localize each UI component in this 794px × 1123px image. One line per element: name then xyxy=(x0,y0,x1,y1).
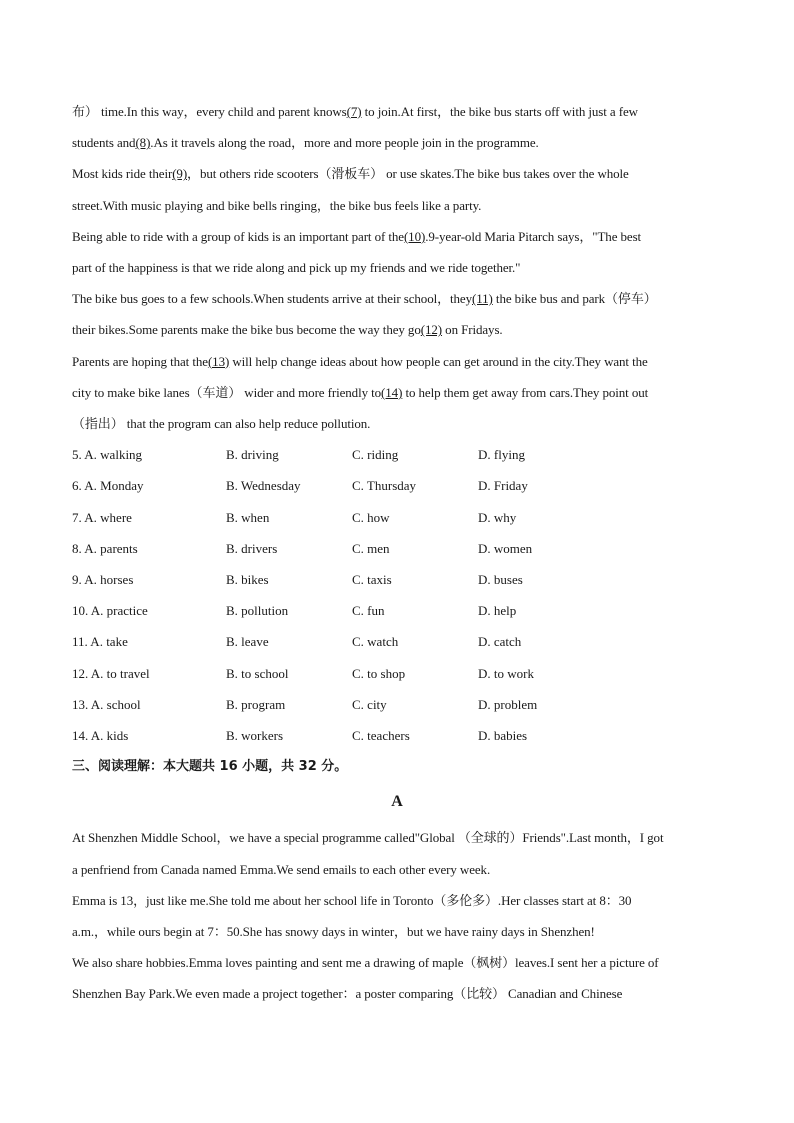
option-b: B. to school xyxy=(226,665,289,681)
option-c: C. city xyxy=(352,696,387,712)
option-row xyxy=(72,595,722,626)
passage-text: .9-year-old Maria Pitarch says，"The best xyxy=(425,228,642,244)
passage-a-line: At Shenzhen Middle School，we have a special programme called"Global （全球的）Friends".Last month，I got xyxy=(72,830,664,846)
section-heading: 三、阅读理解：本大题共 16 小题，共 32 分。 xyxy=(72,759,348,775)
passage-line xyxy=(72,127,722,158)
option-b: B. bikes xyxy=(226,571,269,587)
option-b: B. pollution xyxy=(226,603,289,619)
passage-a xyxy=(72,822,722,1009)
option-c: C. Thursday xyxy=(352,478,417,494)
passage-text: 布） time.In this way，every child and parent knows xyxy=(72,104,347,119)
passage-line xyxy=(72,346,722,377)
option-row xyxy=(72,626,722,657)
blank-9: (9) xyxy=(172,166,188,182)
option-row xyxy=(72,720,722,751)
option-d: D. why xyxy=(478,509,517,525)
passage-text: to help them get away from cars.They point out xyxy=(402,384,649,400)
blank-10: (10) xyxy=(403,228,426,244)
option-c: C. teachers xyxy=(352,727,410,743)
passage-title: A xyxy=(391,793,403,811)
passage-text: Most kids ride their xyxy=(72,166,173,182)
option-a: 6. A. Monday xyxy=(72,478,144,494)
option-b: B. driving xyxy=(226,447,279,463)
option-a: 10. A. practice xyxy=(72,603,148,619)
option-row xyxy=(72,533,722,564)
passage-text: students and xyxy=(72,135,136,151)
blank-7: (7) xyxy=(346,104,362,119)
option-d: D. buses xyxy=(478,571,523,587)
passage-line: （指出） that the program can also help reduce pollution. xyxy=(72,416,371,432)
passage-a-line: a.m.，while ours begin at 7：50.She has snowy days in winter，but we have rainy days in Shenzhen! xyxy=(72,923,595,939)
option-row xyxy=(72,689,722,720)
option-b: B. leave xyxy=(226,634,269,650)
passage-text: Being able to ride with a group of kids is an important part of the xyxy=(72,228,404,244)
passage-text: their bikes.Some parents make the bike bus become the way they go xyxy=(72,322,421,338)
passage-line xyxy=(72,377,722,408)
option-d: D. problem xyxy=(478,696,538,712)
option-d: D. flying xyxy=(478,447,525,463)
passage-text: ，but others ride scooters（滑板车） or use skates.The bike bus takes over the whole xyxy=(187,166,629,182)
passage-line xyxy=(72,96,722,127)
option-b: B. when xyxy=(226,509,270,525)
passage-a-line: We also share hobbies.Emma loves painting and sent me a drawing of maple（枫树）leaves.I sent her a picture of xyxy=(72,955,659,971)
option-a: 12. A. to travel xyxy=(72,665,150,681)
blank-8: (8) xyxy=(135,135,151,151)
option-a: 5. A. walking xyxy=(72,447,143,463)
passage-line: part of the happiness is that we ride along and pick up my friends and we ride together." xyxy=(72,260,521,276)
passage-line xyxy=(72,221,722,252)
blank-12: (12) xyxy=(420,322,443,338)
passage-text: to join.At first，the bike bus starts off with just a few xyxy=(361,104,638,119)
option-d: D. help xyxy=(478,603,517,619)
blank-11: (11) xyxy=(472,291,493,307)
option-row xyxy=(72,439,722,470)
passage-line xyxy=(72,158,722,189)
option-d: D. women xyxy=(478,540,533,556)
option-b: B. Wednesday xyxy=(226,478,301,494)
passage-a-line: Emma is 13，just like me.She told me about her school life in Toronto（多伦多）.Her classes start at 8：30 xyxy=(72,892,632,908)
option-c: C. how xyxy=(352,509,390,525)
option-c: C. riding xyxy=(352,447,399,463)
option-c: C. taxis xyxy=(352,571,392,587)
option-a: 8. A. parents xyxy=(72,540,138,556)
option-a: 7. A. where xyxy=(72,509,132,525)
passage-line: street.With music playing and bike bells ringing，the bike bus feels like a party. xyxy=(72,197,482,213)
option-row xyxy=(72,564,722,595)
passage-text: city to make bike lanes（车道） wider and more friendly to xyxy=(72,384,382,400)
passage-text: on Fridays. xyxy=(442,322,503,338)
option-row xyxy=(72,658,722,689)
blank-14: (14) xyxy=(381,384,403,400)
passage-line xyxy=(72,283,722,314)
passage-text: the bike bus and park（停车） xyxy=(492,291,657,307)
document-page xyxy=(72,96,722,1010)
option-d: D. Friday xyxy=(478,478,528,494)
option-d: D. babies xyxy=(478,727,528,743)
option-row xyxy=(72,470,722,501)
option-d: D. to work xyxy=(478,665,534,681)
options-list xyxy=(72,439,722,751)
option-a: 14. A. kids xyxy=(72,727,129,743)
passage-text: Parents are hoping that the xyxy=(72,353,208,369)
option-c: C. watch xyxy=(352,634,399,650)
passage-text: will help change ideas about how people can get around in the city.They want the xyxy=(229,353,648,369)
blank-13: (13) xyxy=(207,353,230,369)
option-a: 11. A. take xyxy=(72,634,128,650)
option-b: B. program xyxy=(226,696,286,712)
option-row xyxy=(72,502,722,533)
option-c: C. to shop xyxy=(352,665,406,681)
passage-text: .As it travels along the road，more and more people join in the programme. xyxy=(150,135,539,151)
option-a: 9. A. horses xyxy=(72,571,134,587)
passage-text: The bike bus goes to a few schools.When students arrive at their school，they xyxy=(72,291,472,307)
option-c: C. men xyxy=(352,540,390,556)
option-b: B. drivers xyxy=(226,540,278,556)
passage-a-line: Shenzhen Bay Park.We even made a project together：a poster comparing（比较） Canadian and Chinese xyxy=(72,986,623,1002)
option-c: C. fun xyxy=(352,603,385,619)
option-d: D. catch xyxy=(478,634,522,650)
passage-a-line: a penfriend from Canada named Emma.We send emails to each other every week. xyxy=(72,861,491,877)
passage-line xyxy=(72,314,722,345)
option-b: B. workers xyxy=(226,727,284,743)
option-a: 13. A. school xyxy=(72,696,141,712)
